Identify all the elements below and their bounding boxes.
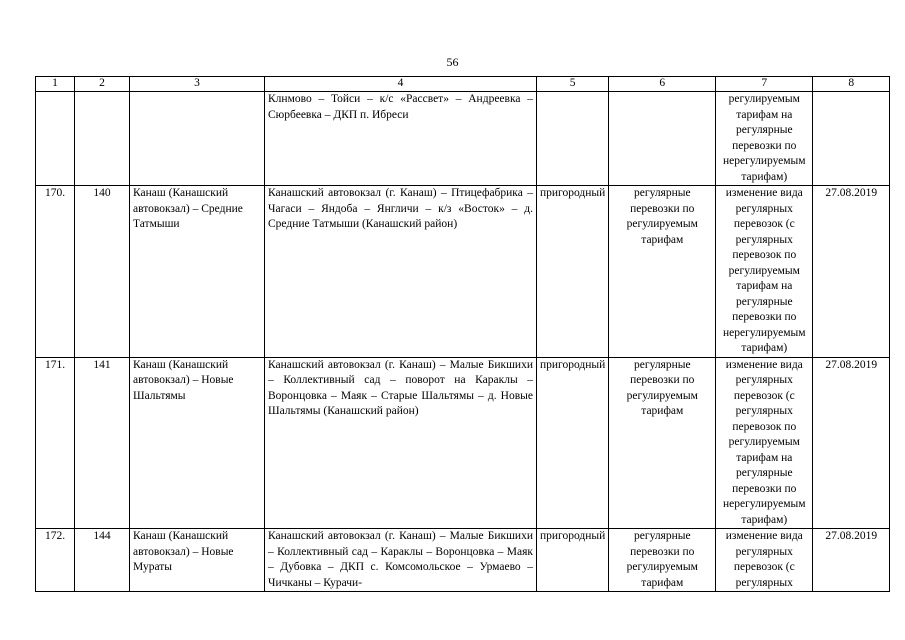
date-cell: 27.08.2019 bbox=[813, 357, 890, 529]
column-header: 6 bbox=[609, 77, 716, 92]
route-kind-cell: пригородный bbox=[537, 529, 609, 592]
change-cell: изменение вида регулярных перевозок (с регулярных перевозок по регулируемым тарифам на регулярные перевозки по нерегулируемым тарифам) bbox=[716, 357, 813, 529]
row-number-cell: 171. bbox=[36, 357, 75, 529]
route-path-cell: Канашский автовокзал (г. Канаш) – Малые Бикшихи – Коллективный сад – поворот на Караклы – Воронцовка – Маяк – Старые Шальтямы – д. Новые Шальтямы (Канашский район) bbox=[265, 357, 537, 529]
column-header: 4 bbox=[265, 77, 537, 92]
column-header: 1 bbox=[36, 77, 75, 92]
column-header: 8 bbox=[813, 77, 890, 92]
route-kind-cell: пригородный bbox=[537, 357, 609, 529]
column-header: 7 bbox=[716, 77, 813, 92]
table-row bbox=[36, 529, 890, 592]
column-header: 5 bbox=[537, 77, 609, 92]
transport-type-cell: регулярные перевозки по регулируемым тарифам bbox=[609, 186, 716, 358]
table-row-continuation bbox=[36, 92, 890, 186]
route-path-cell: Канашский автовокзал (г. Канаш) – Малые Бикшихи – Коллективный сад – Караклы – Воронцовка – Маяк – Дубовка – ДКП с. Комсомольское – Урмаево – Чичканы – Курачи- bbox=[265, 529, 537, 592]
transport-type-cell: регулярные перевозки по регулируемым тарифам bbox=[609, 529, 716, 592]
route-name-cell: Канаш (Канашский автовокзал) – Средние Татмыши bbox=[130, 186, 265, 358]
route-kind-cell: пригородный bbox=[537, 186, 609, 358]
row-number-cell: 170. bbox=[36, 186, 75, 358]
transport-type-cell: регулярные перевозки по регулируемым тарифам bbox=[609, 357, 716, 529]
column-header: 2 bbox=[75, 77, 130, 92]
page-number: 56 bbox=[446, 55, 459, 69]
routes-table bbox=[35, 76, 890, 592]
change-cell: изменение вида регулярных перевозок (с регулярных перевозок по регулируемым тарифам на регулярные перевозки по нерегулируемым тарифам) bbox=[716, 186, 813, 358]
table-row bbox=[36, 357, 890, 529]
column-header: 3 bbox=[130, 77, 265, 92]
date-cell: 27.08.2019 bbox=[813, 186, 890, 358]
row-number-cell: 172. bbox=[36, 529, 75, 592]
route-path-cell: Клнмово – Тойси – к/с «Рассвет» – Андреевка – Сюрбеевка – ДКП п. Ибреси bbox=[265, 92, 537, 186]
table-row bbox=[36, 186, 890, 358]
route-number-cell: 144 bbox=[75, 529, 130, 592]
table-header-row bbox=[36, 77, 890, 92]
change-cell: регулируемым тарифам на регулярные перевозки по нерегулируемым тарифам) bbox=[716, 92, 813, 186]
route-number-cell: 140 bbox=[75, 186, 130, 358]
route-name-cell: Канаш (Канашский автовокзал) – Новые Шальтямы bbox=[130, 357, 265, 529]
date-cell: 27.08.2019 bbox=[813, 529, 890, 592]
route-path-cell: Канашский автовокзал (г. Канаш) – Птицефабрика – Чагаси – Яндоба – Янгличи – к/з «Восток» – д. Средние Татмыши (Канашский район) bbox=[265, 186, 537, 358]
route-name-cell: Канаш (Канашский автовокзал) – Новые Мураты bbox=[130, 529, 265, 592]
route-number-cell: 141 bbox=[75, 357, 130, 529]
change-cell: изменение вида регулярных перевозок (с регулярных bbox=[716, 529, 813, 592]
